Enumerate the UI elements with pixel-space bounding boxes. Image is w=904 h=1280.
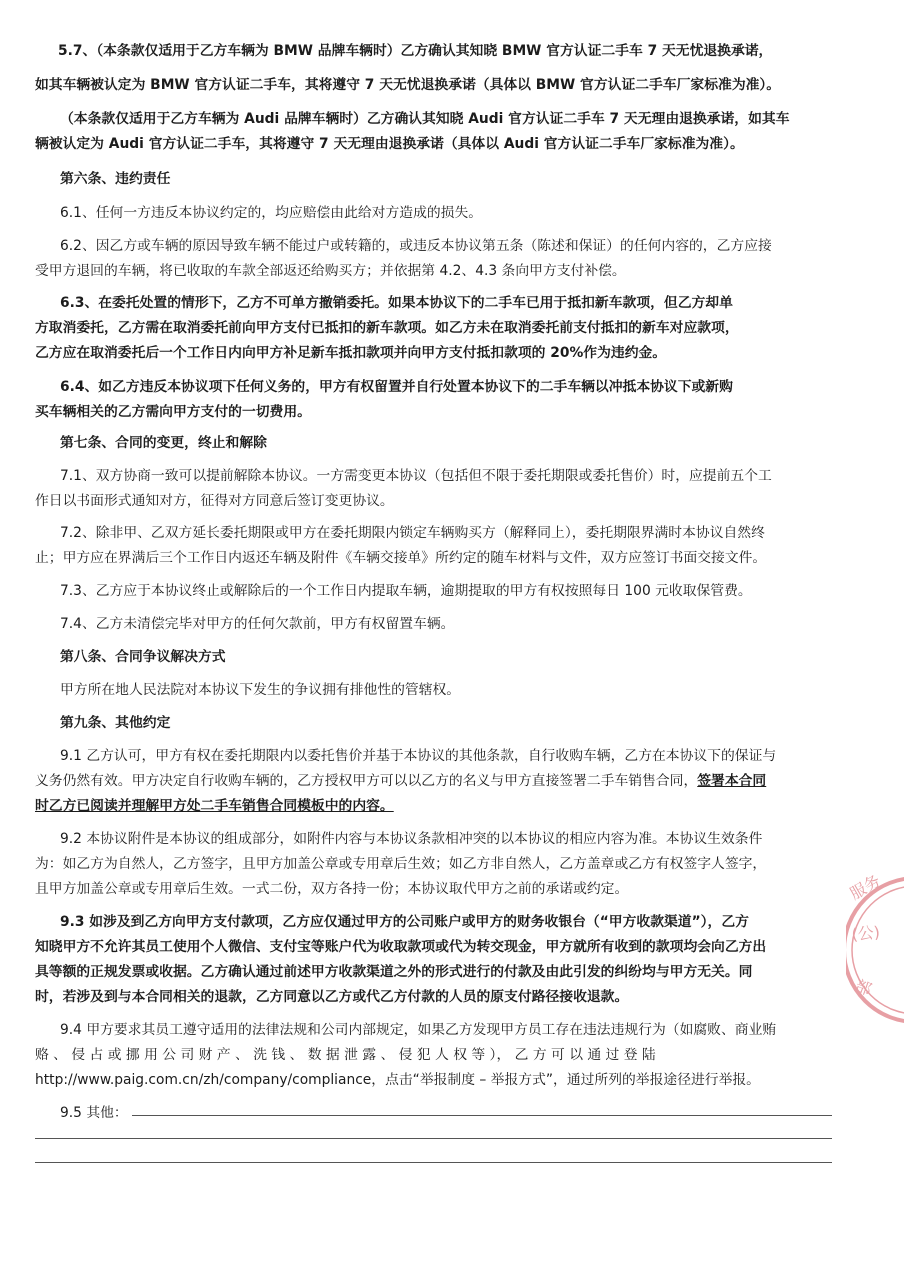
clause-9-4-line-2: 赂 、 侵 占 或 挪 用 公 司 财 产 、 洗 钱 、 数 据 泄 露 、 侵 犯 人 权 等 ）， 乙 方 可 以 通 过 登 陆 — [35, 1047, 656, 1063]
clause-6-4-line-2: 买车辆相关的乙方需向甲方支付的一切费用。 — [35, 404, 311, 420]
article-9-title: 第九条、其他约定 — [60, 715, 171, 731]
clause-5-7-line-2: 如其车辆被认定为 BMW 官方认证二手车，其将遵守 7 天无忧退换承诺（具体以 BMW 官方认证二手车厂家标准为准）。 — [35, 77, 781, 93]
clause-6-4-line-1: 6.4、如乙方违反本协议项下任何义务的，甲方有权留置并自行处置本协议下的二手车辆以冲抵本协议下或新购 — [60, 379, 733, 395]
article-8-text: 甲方所在地人民法院对本协议下发生的争议拥有排他性的管辖权。 — [60, 682, 461, 698]
clause-9-2-line-3: 且甲方加盖公章或专用章后生效。一式二份，双方各持一份；本协议取代甲方之前的承诺或约定。 — [35, 881, 629, 897]
clause-6-2-line-1: 6.2、因乙方或车辆的原因导致车辆不能过户或转籍的，或违反本协议第五条（陈述和保证）的任何内容的，乙方应接 — [60, 238, 772, 254]
clause-6-1: 6.1、任何一方违反本协议约定的，均应赔偿由此给对方造成的损失。 — [60, 205, 483, 221]
clause-9-1-emphasis: 签署本合同 — [697, 773, 767, 789]
clause-9-1-line-3: 时乙方已阅读并理解甲方处二手车销售合同模板中的内容。 — [35, 798, 394, 814]
other-terms-line-3 — [35, 1162, 832, 1163]
other-terms-line-1 — [132, 1115, 832, 1116]
clause-9-5-label: 9.5 其他： — [60, 1105, 128, 1121]
clause-7-1-line-2: 作日以书面形式通知对方，征得对方同意后签订变更协议。 — [35, 493, 394, 509]
clause-5-7-line-4: 辆被认定为 Audi 官方认证二手车，其将遵守 7 天无理由退换承诺（具体以 Audi 官方认证二手车厂家标准为准）。 — [35, 136, 744, 152]
clause-9-1-line-1: 9.1 乙方认可，甲方有权在委托期限内以委托售价并基于本协议的其他条款，自行收购车辆，乙方在本协议下的保证与 — [60, 748, 777, 764]
clause-7-3: 7.3、乙方应于本协议终止或解除后的一个工作日内提取车辆，逾期提取的甲方有权按照每日 100 元收取保管费。 — [60, 583, 752, 599]
article-6-title: 第六条、违约责任 — [60, 171, 171, 187]
clause-5-7-line-3: （本条款仅适用于乙方车辆为 Audi 品牌车辆时）乙方确认其知晓 Audi 官方认证二手车 7 天无理由退换承诺，如其车 — [60, 111, 790, 127]
clause-9-1-line-2-text: 义务仍然有效。甲方决定自行收购车辆的，乙方授权甲方可以以乙方的名义与甲方直接签署二手车销售合同， — [35, 773, 698, 789]
svg-text:(公): (公) — [850, 922, 881, 944]
company-seal-stamp — [846, 860, 904, 1040]
svg-text:部: 部 — [852, 975, 875, 1000]
clause-7-4: 7.4、乙方未清偿完毕对甲方的任何欠款前，甲方有权留置车辆。 — [60, 616, 455, 632]
clause-9-3-line-2: 知晓甲方不允许其员工使用个人微信、支付宝等账户代为收取款项或代为转交现金，甲方就所有收到的款项均会向乙方出 — [35, 939, 767, 955]
clause-9-1-line-2 — [35, 768, 766, 794]
clause-9-3-number: 9.3 — [60, 914, 90, 930]
clause-6-2-line-2: 受甲方退回的车辆，将已收取的车款全部返还给购买方；并依据第 4.2、4.3 条向甲方支付补偿。 — [35, 263, 626, 279]
clause-5-7-line-1: 5.7、（本条款仅适用于乙方车辆为 BMW 品牌车辆时）乙方确认其知晓 BMW 官方认证二手车 7 天无忧退换承诺， — [58, 43, 773, 59]
clause-7-2-line-1: 7.2、除非甲、乙双方延长委托期限或甲方在委托期限内锁定车辆购买方（解释同上），委托期限界满时本协议自然终 — [60, 525, 765, 541]
clause-9-3-line-4: 时，若涉及到与本合同相关的退款，乙方同意以乙方或代乙方付款的人员的原支付路径接收退款。 — [35, 989, 629, 1005]
clause-9-3-line-1 — [60, 909, 749, 935]
article-8-title: 第八条、合同争议解决方式 — [60, 649, 226, 665]
clause-7-1-line-1: 7.1、双方协商一致可以提前解除本协议。一方需变更本协议（包括但不限于委托期限或委托售价）时，应提前五个工 — [60, 468, 772, 484]
article-7-title: 第七条、合同的变更，终止和解除 — [60, 435, 267, 451]
clause-7-2-line-2: 止；甲方应在界满后三个工作日内返还车辆及附件《车辆交接单》所约定的随车材料与文件，双方应签订书面交接文件。 — [35, 550, 767, 566]
clause-9-3-line-1-text: 如涉及到乙方向甲方支付款项，乙方应仅通过甲方的公司账户或甲方的财务收银台（“甲方收款渠道”），乙方 — [89, 914, 749, 930]
clause-9-2-line-1: 9.2 本协议附件是本协议的组成部分，如附件内容与本协议条款相冲突的以本协议的相应内容为准。本协议生效条件 — [60, 831, 763, 847]
other-terms-line-2 — [35, 1138, 832, 1139]
svg-text:服务: 服务 — [846, 871, 884, 904]
clause-6-3-line-2: 方取消委托，乙方需在取消委托前向甲方支付已抵扣的新车款项。如乙方未在取消委托前支付抵扣的新车对应款项， — [35, 320, 739, 336]
clause-6-3-line-1: 6.3、在委托处置的情形下，乙方不可单方撤销委托。如果本协议下的二手车已用于抵扣新车款项，但乙方却单 — [60, 295, 733, 311]
clause-9-4-line-3: http://www.paig.com.cn/zh/company/compliance，点击“举报制度 – 举报方式”，通过所列的举报途径进行举报。 — [35, 1072, 760, 1088]
clause-9-4-line-1: 9.4 甲方要求其员工遵守适用的法律法规和公司内部规定，如果乙方发现甲方员工存在违法违规行为（如腐败、商业贿 — [60, 1022, 777, 1038]
clause-9-3-line-3: 具等额的正规发票或收据。乙方确认通过前述甲方收款渠道之外的形式进行的付款及由此引发的纠纷均与甲方无关。同 — [35, 964, 753, 980]
clause-9-2-line-2: 为：如乙方为自然人，乙方签字，且甲方加盖公章或专用章后生效；如乙方非自然人，乙方盖章或乙方有权签字人签字， — [35, 856, 767, 872]
clause-6-3-line-3: 乙方应在取消委托后一个工作日内向甲方补足新车抵扣款项并向甲方支付抵扣款项的 20%作为违约金。 — [35, 345, 667, 361]
